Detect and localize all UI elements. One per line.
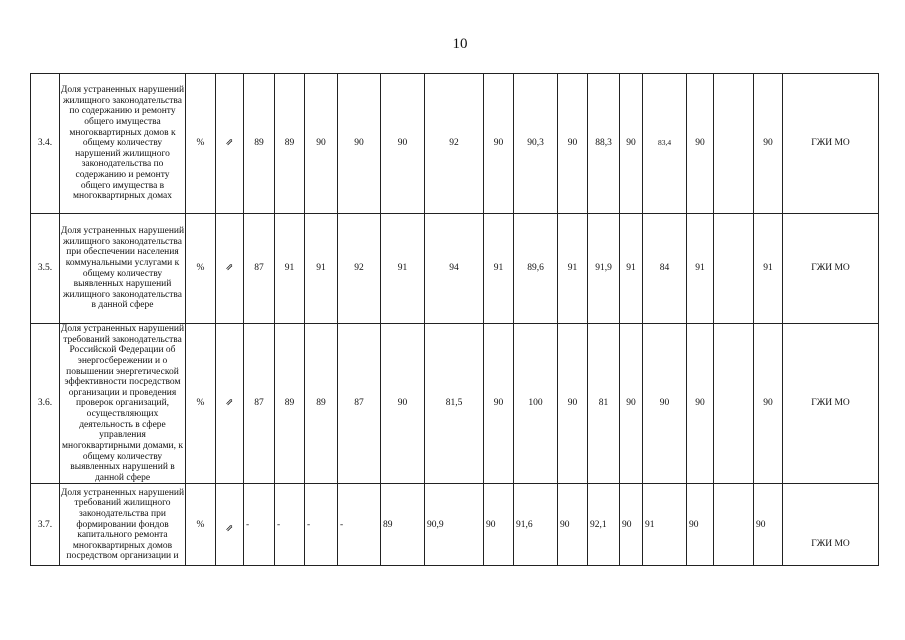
value-cell: 91 <box>305 214 338 324</box>
executor-cell: ГЖИ МО <box>783 484 879 566</box>
indicator-description: Доля устраненных нарушений жилищного законодательства при обеспечении населения коммунальными услугами к общему количеству выявленных нарушений жилищного законодательства в данной сфере <box>60 214 186 324</box>
value-cell: 100 <box>514 324 558 484</box>
value-cell: 91,9 <box>588 214 620 324</box>
value-cell: 90 <box>558 74 588 214</box>
value-cell: 90 <box>754 484 783 566</box>
value-cell: 89,6 <box>514 214 558 324</box>
value-cell: 81 <box>588 324 620 484</box>
value-cell: 91 <box>620 214 643 324</box>
value-cell: 90 <box>484 74 514 214</box>
value-cell: 90,3 <box>514 74 558 214</box>
value-cell: 90 <box>754 74 783 214</box>
value-cell: - <box>305 484 338 566</box>
value-cell: 90 <box>754 324 783 484</box>
value-cell: 91 <box>643 484 687 566</box>
value-cell: 92 <box>425 74 484 214</box>
trend-arrow-icon: ⇗ <box>216 484 244 566</box>
value-cell <box>714 214 754 324</box>
value-cell: 90 <box>620 484 643 566</box>
trend-arrow-icon: ⇗ <box>216 74 244 214</box>
value-cell: 89 <box>275 74 305 214</box>
row-number: 3.6. <box>31 324 60 484</box>
value-cell: 87 <box>338 324 381 484</box>
value-cell: 91 <box>275 214 305 324</box>
unit-cell: % <box>186 214 216 324</box>
value-cell: 90 <box>558 324 588 484</box>
value-cell: 91 <box>687 214 714 324</box>
value-cell: 90 <box>687 74 714 214</box>
value-cell: 90 <box>381 74 425 214</box>
indicator-table <box>30 73 879 566</box>
value-cell: 88,3 <box>588 74 620 214</box>
table-row <box>31 324 879 484</box>
value-cell: 90 <box>338 74 381 214</box>
page-number: 10 <box>452 36 468 52</box>
value-cell: 90 <box>687 484 714 566</box>
value-cell: 83,4 <box>643 74 687 214</box>
unit-cell: % <box>186 324 216 484</box>
table-row <box>31 74 879 214</box>
value-cell: 90 <box>484 484 514 566</box>
value-cell: - <box>275 484 305 566</box>
value-cell: 89 <box>275 324 305 484</box>
indicator-description: Доля устраненных нарушений требований жилищного законодательства при формировании фондов капитального ремонта многоквартирных домов посредством организации и <box>60 484 186 566</box>
indicator-description: Доля устраненных нарушений жилищного законодательства по содержанию и ремонту общего имущества многоквартирных домов к общему количеству нарушений жилищного законодательства по содержанию и ремонту общего имущества в многоквартирных домах <box>60 74 186 214</box>
row-number: 3.7. <box>31 484 60 566</box>
unit-cell: % <box>186 484 216 566</box>
row-number: 3.5. <box>31 214 60 324</box>
value-cell: 90 <box>643 324 687 484</box>
value-cell <box>714 484 754 566</box>
value-cell: 91 <box>754 214 783 324</box>
executor-cell: ГЖИ МО <box>783 324 879 484</box>
value-cell: 90 <box>620 74 643 214</box>
table-row <box>31 214 879 324</box>
value-cell: 90 <box>484 324 514 484</box>
value-cell: 89 <box>305 324 338 484</box>
value-cell: 90,9 <box>425 484 484 566</box>
value-cell: 81,5 <box>425 324 484 484</box>
value-cell: 91 <box>558 214 588 324</box>
value-cell: 89 <box>381 484 425 566</box>
unit-cell: % <box>186 74 216 214</box>
value-cell <box>714 74 754 214</box>
table-row <box>31 484 879 566</box>
indicator-description: Доля устраненных нарушений требований законодательства Российской Федерации об энергосбережении и о повышении энергетической эффективности посредством организации и проведения проверок организаций, осуществляющих деятельность в сфере управления многоквартирными домами, к общему количеству выявленных нарушений в данной сфере <box>60 324 185 483</box>
value-cell <box>714 324 754 484</box>
value-cell: 91 <box>484 214 514 324</box>
trend-arrow-icon: ⇗ <box>216 324 244 484</box>
trend-arrow-icon: ⇗ <box>216 214 244 324</box>
value-cell: 94 <box>425 214 484 324</box>
value-cell: 92 <box>338 214 381 324</box>
value-cell: 92,1 <box>588 484 620 566</box>
value-cell: - <box>338 484 381 566</box>
value-cell: 91 <box>381 214 425 324</box>
value-cell: - <box>244 484 275 566</box>
value-cell: 90 <box>620 324 643 484</box>
value-cell: 84 <box>643 214 687 324</box>
value-cell: 90 <box>305 74 338 214</box>
value-cell: 91,6 <box>514 484 558 566</box>
row-number: 3.4. <box>31 74 60 214</box>
executor-cell: ГЖИ МО <box>783 214 879 324</box>
value-cell: 90 <box>558 484 588 566</box>
value-cell: 90 <box>687 324 714 484</box>
executor-cell: ГЖИ МО <box>783 74 879 214</box>
value-cell: 87 <box>244 214 275 324</box>
value-cell: 89 <box>244 74 275 214</box>
value-cell: 87 <box>244 324 275 484</box>
value-cell: 90 <box>381 324 425 484</box>
